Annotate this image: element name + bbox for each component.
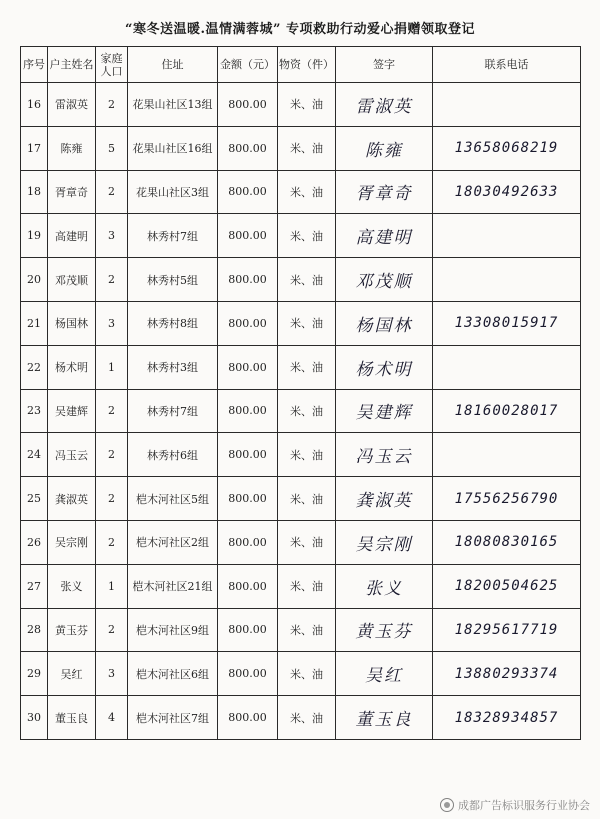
table-row — [21, 608, 581, 652]
cell-signature: 高建明 — [336, 214, 433, 258]
cell-name: 张义 — [48, 564, 96, 608]
cell-goods: 米、油 — [278, 520, 336, 564]
cell-seq: 29 — [21, 652, 48, 696]
cell-phone: 13658068219 — [433, 126, 581, 170]
cell-goods: 米、油 — [278, 433, 336, 477]
cell-name: 胥章奇 — [48, 170, 96, 214]
cell-amount: 800.00 — [218, 258, 278, 302]
cell-phone: 18295617719 — [433, 608, 581, 652]
cell-name: 陈雍 — [48, 126, 96, 170]
cell-goods: 米、油 — [278, 126, 336, 170]
cell-signature: 雷淑英 — [336, 83, 433, 127]
cell-phone — [433, 83, 581, 127]
cell-signature: 吴宗刚 — [336, 520, 433, 564]
cell-household: 2 — [96, 608, 128, 652]
cell-name: 高建明 — [48, 214, 96, 258]
cell-address: 桤木河社区5组 — [128, 477, 218, 521]
cell-name: 龚淑英 — [48, 477, 96, 521]
cell-amount: 800.00 — [218, 520, 278, 564]
donation-register-table — [20, 46, 581, 740]
cell-address: 林秀村5组 — [128, 258, 218, 302]
table-row — [21, 301, 581, 345]
cell-amount: 800.00 — [218, 83, 278, 127]
table-row — [21, 433, 581, 477]
cell-goods: 米、油 — [278, 258, 336, 302]
cell-signature: 吴建辉 — [336, 389, 433, 433]
cell-seq: 23 — [21, 389, 48, 433]
cell-signature: 杨术明 — [336, 345, 433, 389]
cell-address: 林秀村3组 — [128, 345, 218, 389]
cell-signature: 杨国林 — [336, 301, 433, 345]
cell-signature: 董玉良 — [336, 696, 433, 740]
cell-phone: 18160028017 — [433, 389, 581, 433]
cell-address: 桤木河社区21组 — [128, 564, 218, 608]
cell-name: 杨术明 — [48, 345, 96, 389]
cell-address: 桤木河社区2组 — [128, 520, 218, 564]
table-row — [21, 564, 581, 608]
table-row — [21, 652, 581, 696]
cell-phone: 18328934857 — [433, 696, 581, 740]
cell-name: 雷淑英 — [48, 83, 96, 127]
cell-goods: 米、油 — [278, 170, 336, 214]
cell-seq: 30 — [21, 696, 48, 740]
cell-phone: 13880293374 — [433, 652, 581, 696]
cell-seq: 18 — [21, 170, 48, 214]
cell-seq: 27 — [21, 564, 48, 608]
cell-amount: 800.00 — [218, 477, 278, 521]
cell-seq: 17 — [21, 126, 48, 170]
cell-seq: 19 — [21, 214, 48, 258]
cell-goods: 米、油 — [278, 214, 336, 258]
cell-goods: 米、油 — [278, 389, 336, 433]
cell-signature: 胥章奇 — [336, 170, 433, 214]
table-row — [21, 83, 581, 127]
cell-household: 3 — [96, 214, 128, 258]
cell-goods: 米、油 — [278, 83, 336, 127]
cell-address: 林秀村7组 — [128, 214, 218, 258]
cell-amount: 800.00 — [218, 345, 278, 389]
cell-amount: 800.00 — [218, 126, 278, 170]
cell-name: 吴建辉 — [48, 389, 96, 433]
cell-seq: 24 — [21, 433, 48, 477]
cell-amount: 800.00 — [218, 652, 278, 696]
cell-amount: 800.00 — [218, 389, 278, 433]
cell-household: 2 — [96, 477, 128, 521]
header-signature: 签字 — [336, 47, 433, 83]
cell-household: 1 — [96, 345, 128, 389]
cell-household: 2 — [96, 170, 128, 214]
cell-household: 2 — [96, 389, 128, 433]
cell-signature: 张义 — [336, 564, 433, 608]
cell-address: 林秀村8组 — [128, 301, 218, 345]
cell-seq: 26 — [21, 520, 48, 564]
cell-household: 3 — [96, 652, 128, 696]
cell-seq: 21 — [21, 301, 48, 345]
cell-phone: 18200504625 — [433, 564, 581, 608]
document-title: “寒冬送温暖.温情满蓉城” 专项救助行动爱心捐赠领取登记 — [124, 22, 475, 37]
header-seq: 序号 — [21, 47, 48, 83]
table-row — [21, 520, 581, 564]
cell-household: 3 — [96, 301, 128, 345]
cell-seq: 25 — [21, 477, 48, 521]
cell-address: 桤木河社区9组 — [128, 608, 218, 652]
cell-address: 花果山社区3组 — [128, 170, 218, 214]
cell-phone: 18080830165 — [433, 520, 581, 564]
cell-amount: 800.00 — [218, 608, 278, 652]
header-address: 住址 — [128, 47, 218, 83]
header-phone: 联系电话 — [433, 47, 581, 83]
cell-name: 黄玉芬 — [48, 608, 96, 652]
cell-signature: 陈雍 — [336, 126, 433, 170]
cell-signature: 龚淑英 — [336, 477, 433, 521]
cell-seq: 28 — [21, 608, 48, 652]
cell-seq: 22 — [21, 345, 48, 389]
cell-household: 5 — [96, 126, 128, 170]
header-name: 户主姓名 — [48, 47, 96, 83]
watermark-text: 成都广告标识服务行业协会 — [458, 799, 590, 812]
cell-address: 花果山社区16组 — [128, 126, 218, 170]
cell-name: 董玉良 — [48, 696, 96, 740]
cell-seq: 16 — [21, 83, 48, 127]
cell-phone — [433, 433, 581, 477]
cell-goods: 米、油 — [278, 696, 336, 740]
cell-name: 冯玉云 — [48, 433, 96, 477]
cell-phone: 17556256790 — [433, 477, 581, 521]
cell-phone — [433, 214, 581, 258]
cell-goods: 米、油 — [278, 652, 336, 696]
cell-amount: 800.00 — [218, 301, 278, 345]
header-household: 家庭人口 — [96, 47, 128, 83]
cell-household: 2 — [96, 258, 128, 302]
cell-household: 1 — [96, 564, 128, 608]
cell-seq: 20 — [21, 258, 48, 302]
table-row — [21, 345, 581, 389]
wechat-icon — [440, 798, 454, 812]
cell-signature: 吴红 — [336, 652, 433, 696]
table-row — [21, 389, 581, 433]
table-row — [21, 126, 581, 170]
cell-household: 4 — [96, 696, 128, 740]
cell-name: 杨国林 — [48, 301, 96, 345]
cell-goods: 米、油 — [278, 345, 336, 389]
cell-address: 桤木河社区6组 — [128, 652, 218, 696]
table-row — [21, 170, 581, 214]
cell-name: 邓茂顺 — [48, 258, 96, 302]
cell-phone — [433, 258, 581, 302]
cell-name: 吴红 — [48, 652, 96, 696]
cell-address: 林秀村6组 — [128, 433, 218, 477]
cell-signature: 冯玉云 — [336, 433, 433, 477]
cell-address: 花果山社区13组 — [128, 83, 218, 127]
cell-signature: 邓茂顺 — [336, 258, 433, 302]
cell-amount: 800.00 — [218, 214, 278, 258]
cell-phone — [433, 345, 581, 389]
cell-amount: 800.00 — [218, 696, 278, 740]
cell-household: 2 — [96, 83, 128, 127]
cell-household: 2 — [96, 433, 128, 477]
table-header-row — [21, 47, 581, 83]
watermark — [440, 797, 590, 813]
cell-amount: 800.00 — [218, 170, 278, 214]
cell-goods: 米、油 — [278, 564, 336, 608]
header-goods: 物资（件） — [278, 47, 336, 83]
header-amount: 金额（元） — [218, 47, 278, 83]
cell-household: 2 — [96, 520, 128, 564]
cell-amount: 800.00 — [218, 564, 278, 608]
cell-goods: 米、油 — [278, 301, 336, 345]
table-row — [21, 477, 581, 521]
cell-name: 吴宗刚 — [48, 520, 96, 564]
cell-phone: 18030492633 — [433, 170, 581, 214]
cell-address: 桤木河社区7组 — [128, 696, 218, 740]
cell-address: 林秀村7组 — [128, 389, 218, 433]
table-row — [21, 696, 581, 740]
table-row — [21, 214, 581, 258]
cell-phone: 13308015917 — [433, 301, 581, 345]
table-row — [21, 258, 581, 302]
cell-goods: 米、油 — [278, 477, 336, 521]
cell-signature: 黄玉芬 — [336, 608, 433, 652]
cell-goods: 米、油 — [278, 608, 336, 652]
cell-amount: 800.00 — [218, 433, 278, 477]
